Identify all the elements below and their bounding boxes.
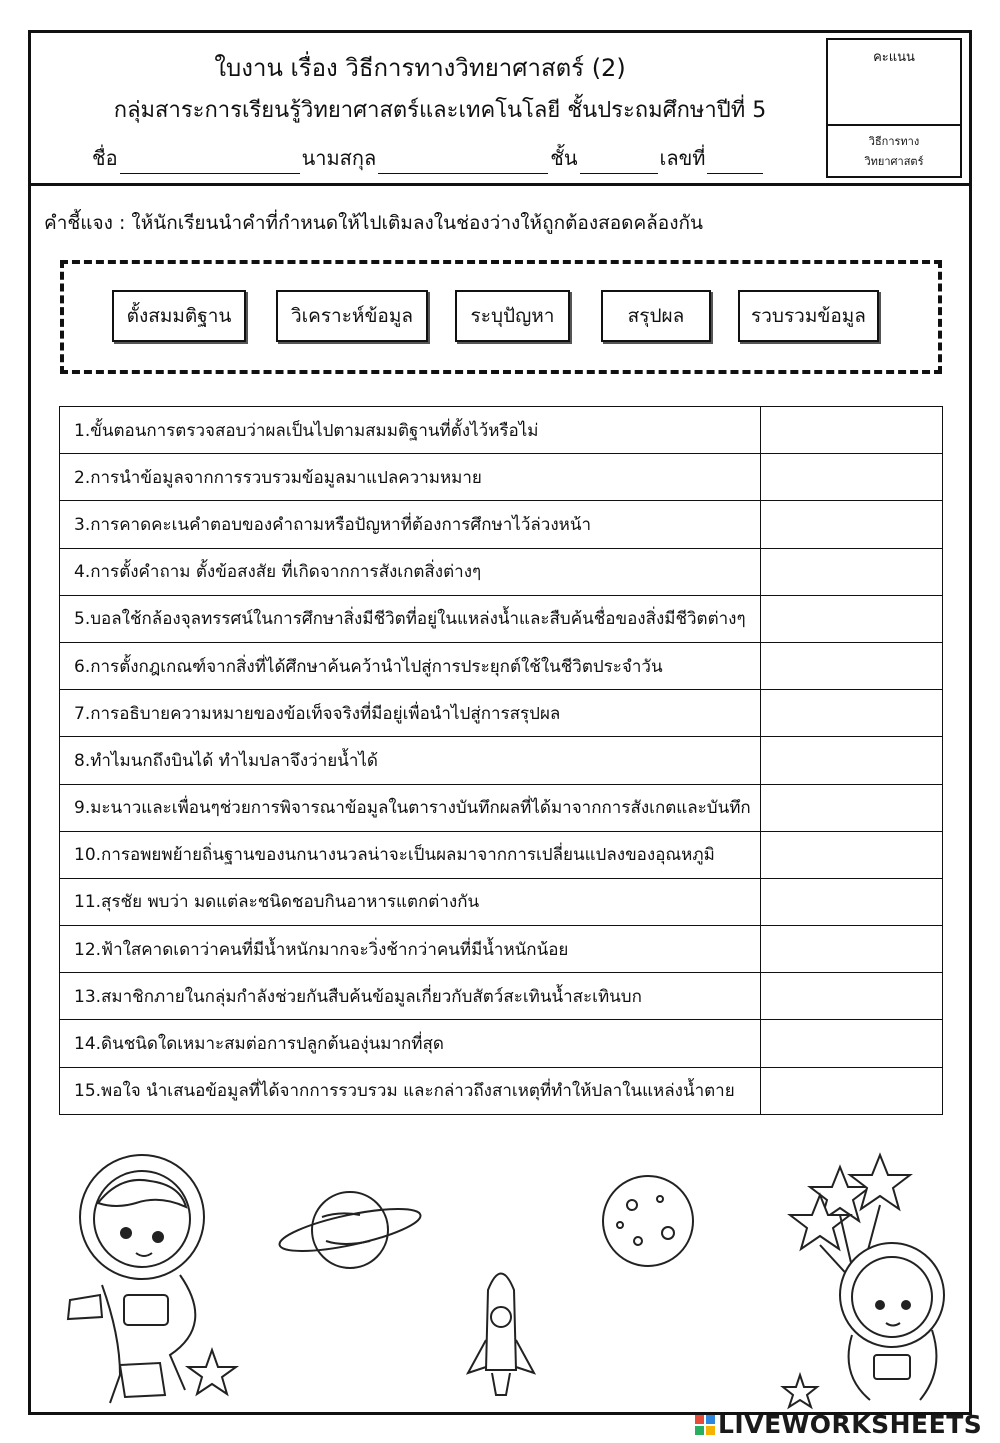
question-text: 3.การคาดคะเนคำตอบของคำถามหรือปัญหาที่ต้องการศึกษาไว้ล่วงหน้า (60, 501, 761, 548)
space-illustration (40, 1145, 970, 1415)
astronaut-left-icon (68, 1155, 204, 1403)
word-bank-item[interactable]: ตั้งสมมติฐาน (112, 290, 246, 342)
table-row (60, 501, 943, 548)
word-bank-item[interactable]: ระบุปัญหา (455, 290, 570, 342)
star-icon (783, 1375, 817, 1407)
worksheet-subtitle: กลุ่มสาระการเรียนรู้วิทยาศาสตร์และเทคโนโลยี ชั้นประถมศึกษาปีที่ 5 (113, 98, 767, 123)
answer-cell[interactable] (761, 642, 943, 689)
student-info-row (92, 142, 765, 174)
logo-text: LIVEWORKSHEETS (718, 1410, 983, 1439)
answer-cell[interactable] (761, 454, 943, 501)
answer-cell[interactable] (761, 595, 943, 642)
class-field[interactable] (580, 153, 658, 174)
question-text: 2.การนำข้อมูลจากการรวบรวมข้อมูลมาแปลความหมาย (60, 454, 761, 501)
table-row (60, 973, 943, 1020)
question-text: 13.สมาชิกภายในกลุ่มกำลังช่วยกันสืบค้นข้อมูลเกี่ยวกับสัตว์สะเทินน้ำสะเทินบก (60, 973, 761, 1020)
score-box (826, 38, 962, 178)
table-row (60, 831, 943, 878)
table-row (60, 878, 943, 925)
word-bank-item[interactable]: รวบรวมข้อมูล (738, 290, 879, 342)
answer-cell[interactable] (761, 1020, 943, 1067)
answer-cell[interactable] (761, 407, 943, 454)
liveworksheets-logo (694, 1410, 982, 1439)
class-label: ชั้น (550, 146, 578, 170)
answer-cell[interactable] (761, 501, 943, 548)
question-text: 4.การตั้งคำถาม ตั้งข้อสงสัย ที่เกิดจากการสังเกตสิ่งต่างๆ (60, 548, 761, 595)
table-row (60, 407, 943, 454)
word-bank-item[interactable]: วิเคราะห์ข้อมูล (276, 290, 428, 342)
worksheet-title: ใบงาน เรื่อง วิธีการทางวิทยาศาสตร์ (2) (214, 54, 626, 82)
score-label: คะแนน (828, 40, 960, 126)
answer-cell[interactable] (761, 784, 943, 831)
question-text: 12.ฟ้าใสคาดเดาว่าคนที่มีน้ำหนักมากจะวิ่งช้ากว่าคนที่มีน้ำหนักน้อย (60, 926, 761, 973)
question-text: 14.ดินชนิดใดเหมาะสมต่อการปลูกต้นองุ่นมากที่สุด (60, 1020, 761, 1067)
surname-field[interactable] (378, 153, 548, 174)
table-row (60, 1020, 943, 1067)
table-row (60, 737, 943, 784)
surname-label: นามสกุล (301, 146, 377, 170)
answer-cell[interactable] (761, 737, 943, 784)
table-row (60, 595, 943, 642)
table-row (60, 784, 943, 831)
astronaut-right-icon (840, 1243, 944, 1400)
table-row (60, 642, 943, 689)
answer-cell[interactable] (761, 973, 943, 1020)
question-text: 7.การอธิบายความหมายของข้อเท็จจริงที่มีอยู่เพื่อนำไปสู่การสรุปผล (60, 690, 761, 737)
answer-cell[interactable] (761, 926, 943, 973)
score-topic-line2: วิทยาศาสตร์ (864, 155, 924, 168)
question-text: 8.ทำไมนกถึงบินได้ ทำไมปลาจึงว่ายน้ำได้ (60, 737, 761, 784)
name-field[interactable] (120, 153, 300, 174)
moon-icon (603, 1176, 693, 1266)
name-label: ชื่อ (92, 146, 118, 170)
number-field[interactable] (707, 153, 763, 174)
question-text: 15.พอใจ นำเสนอข้อมูลที่ได้จากการรวบรวม และกล่าวถึงสาเหตุที่ทำให้ปลาในแหล่งน้ำตาย (60, 1067, 761, 1114)
liveworksheets-icon (694, 1414, 716, 1436)
question-text: 10.การอพยพย้ายถิ่นฐานของนกนางนวลน่าจะเป็นผลมาจากการเปลี่ยนแปลงของอุณหภูมิ (60, 831, 761, 878)
answer-cell[interactable] (761, 548, 943, 595)
table-row (60, 690, 943, 737)
question-text: 11.สุรชัย พบว่า มดแต่ละชนิดชอบกินอาหารแตกต่างกัน (60, 878, 761, 925)
score-topic-line1: วิธีการทาง (868, 135, 920, 148)
star-icon (188, 1350, 236, 1394)
table-row (60, 454, 943, 501)
question-text: 6.การตั้งกฎเกณฑ์จากสิ่งที่ได้ศึกษาค้นคว้านำไปสู่การประยุกต์ใช้ในชีวิตประจำวัน (60, 642, 761, 689)
questions-table (59, 406, 943, 1115)
instruction-text: คำชี้แจง : ให้นักเรียนนำคำที่กำหนดให้ไปเติมลงในช่องว่างให้ถูกต้องสอดคล้องกัน (44, 212, 703, 234)
question-text: 1.ขั้นตอนการตรวจสอบว่าผลเป็นไปตามสมมติฐานที่ตั้งไว้หรือไม่ (60, 407, 761, 454)
score-topic (828, 126, 960, 172)
word-bank-item[interactable]: สรุปผล (601, 290, 711, 342)
answer-cell[interactable] (761, 878, 943, 925)
number-label: เลขที่ (659, 146, 706, 170)
table-row (60, 1067, 943, 1114)
question-text: 5.บอลใช้กล้องจุลทรรศน์ในการศึกษาสิ่งมีชีวิตที่อยู่ในแหล่งน้ำและสืบค้นชื่อของสิ่งมีชีวิตต่างๆ (60, 595, 761, 642)
table-row (60, 548, 943, 595)
answer-cell[interactable] (761, 831, 943, 878)
question-text: 9.มะนาวและเพื่อนๆช่วยการพิจารณาข้อมูลในตารางบันทึกผลที่ได้มาจากการสังเกตและบันทึก (60, 784, 761, 831)
answer-cell[interactable] (761, 1067, 943, 1114)
rocket-icon (468, 1274, 534, 1396)
table-row (60, 926, 943, 973)
saturn-icon (276, 1192, 423, 1268)
answer-cell[interactable] (761, 690, 943, 737)
